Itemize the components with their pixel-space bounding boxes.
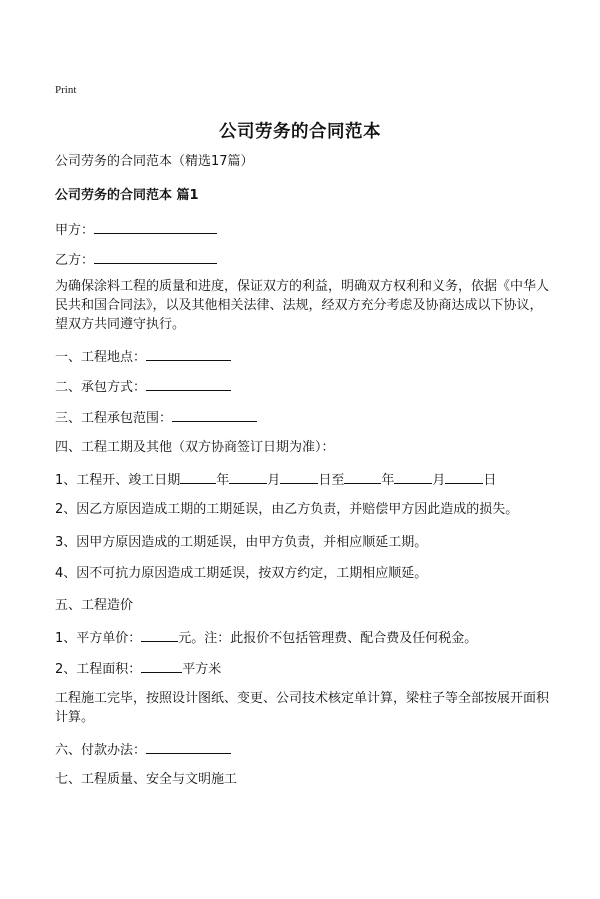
clause-4-1-year1: 年	[216, 473, 230, 488]
party-a-blank	[94, 219, 217, 234]
clause-4-3: 3、因甲方原因造成的工期延误，由甲方负责，并相应顺延工期。	[55, 535, 428, 550]
end-day-blank	[445, 469, 483, 484]
clause-3-label: 三、工程承包范围：	[55, 411, 173, 426]
start-year-blank	[180, 469, 216, 484]
clause-4-1-month1: 月	[267, 473, 281, 488]
clause-6-label: 六、付款办法：	[55, 743, 147, 758]
page-title: 公司劳务的合同范本	[219, 122, 381, 142]
clause-4-1-prefix: 1、工程开、竣工日期	[55, 473, 181, 488]
clause-4: 四、工程工期及其他（双方协商签订日期为准）：	[55, 440, 335, 455]
preamble-paragraph: 为确保涂料工程的质量和进度，保证双方的利益，明确双方权利和义务，依据《中华人民共和国合同法》，以及其他相关法律、法规，经双方充分考虑及协商达成以下协议，望双方共同遵守执行。	[55, 279, 550, 332]
clause-4-4: 4、因不可抗力原因造成工期延误，按双方约定，工期相应顺延。	[55, 566, 428, 581]
clause-5-2-suffix: 平方米	[182, 662, 222, 677]
party-a-line	[55, 219, 217, 240]
clause-1-label: 一、工程地点：	[55, 350, 147, 365]
clause-5-2-prefix: 2、工程面积：	[55, 662, 142, 677]
clause-5-note: 工程施工完毕，按照设计图纸、变更、公司技术核定单计算，梁柱子等全部按展开面积计算。	[55, 691, 550, 725]
clause-5-1	[55, 627, 477, 648]
end-year-blank	[344, 469, 381, 484]
start-month-blank	[229, 469, 267, 484]
clause-7: 七、工程质量、安全与文明施工	[55, 772, 238, 787]
clause-2-blank	[146, 376, 231, 391]
clause-4-1	[55, 469, 496, 490]
party-b-label: 乙方：	[55, 253, 95, 268]
clause-4-1-year2: 年	[381, 473, 395, 488]
clause-4-2: 2、因乙方原因造成工期的工期延误，由乙方负责，并赔偿甲方因此造成的损失。	[55, 502, 519, 517]
section-heading: 公司劳务的合同范本 篇1	[55, 188, 199, 203]
clause-4-1-day2: 日	[483, 473, 497, 488]
party-b-blank	[94, 249, 217, 264]
clause-3-blank	[172, 407, 257, 422]
print-link[interactable]: Print	[55, 84, 77, 96]
clause-6-blank	[146, 739, 231, 754]
clause-5: 五、工程造价	[55, 598, 134, 613]
start-day-blank	[280, 469, 318, 484]
clause-1-blank	[146, 346, 231, 361]
clause-2	[55, 376, 231, 397]
clause-4-1-month2: 月	[432, 473, 446, 488]
clause-5-2	[55, 658, 221, 679]
unit-price-blank	[141, 627, 178, 642]
clause-1	[55, 346, 231, 367]
clause-5-1-suffix: 元。注：此报价不包括管理费、配合费及任何税金。	[178, 631, 478, 646]
clause-4-1-day-to: 日至	[318, 473, 345, 488]
party-b-line	[55, 249, 217, 270]
clause-2-label: 二、承包方式：	[55, 380, 147, 395]
area-blank	[141, 658, 182, 673]
end-month-blank	[394, 469, 432, 484]
clause-3	[55, 407, 257, 428]
document-subtitle: 公司劳务的合同范本（精选17篇）	[55, 154, 254, 169]
clause-5-1-prefix: 1、平方单价：	[55, 631, 142, 646]
clause-6	[55, 739, 231, 760]
party-a-label: 甲方：	[55, 223, 95, 238]
